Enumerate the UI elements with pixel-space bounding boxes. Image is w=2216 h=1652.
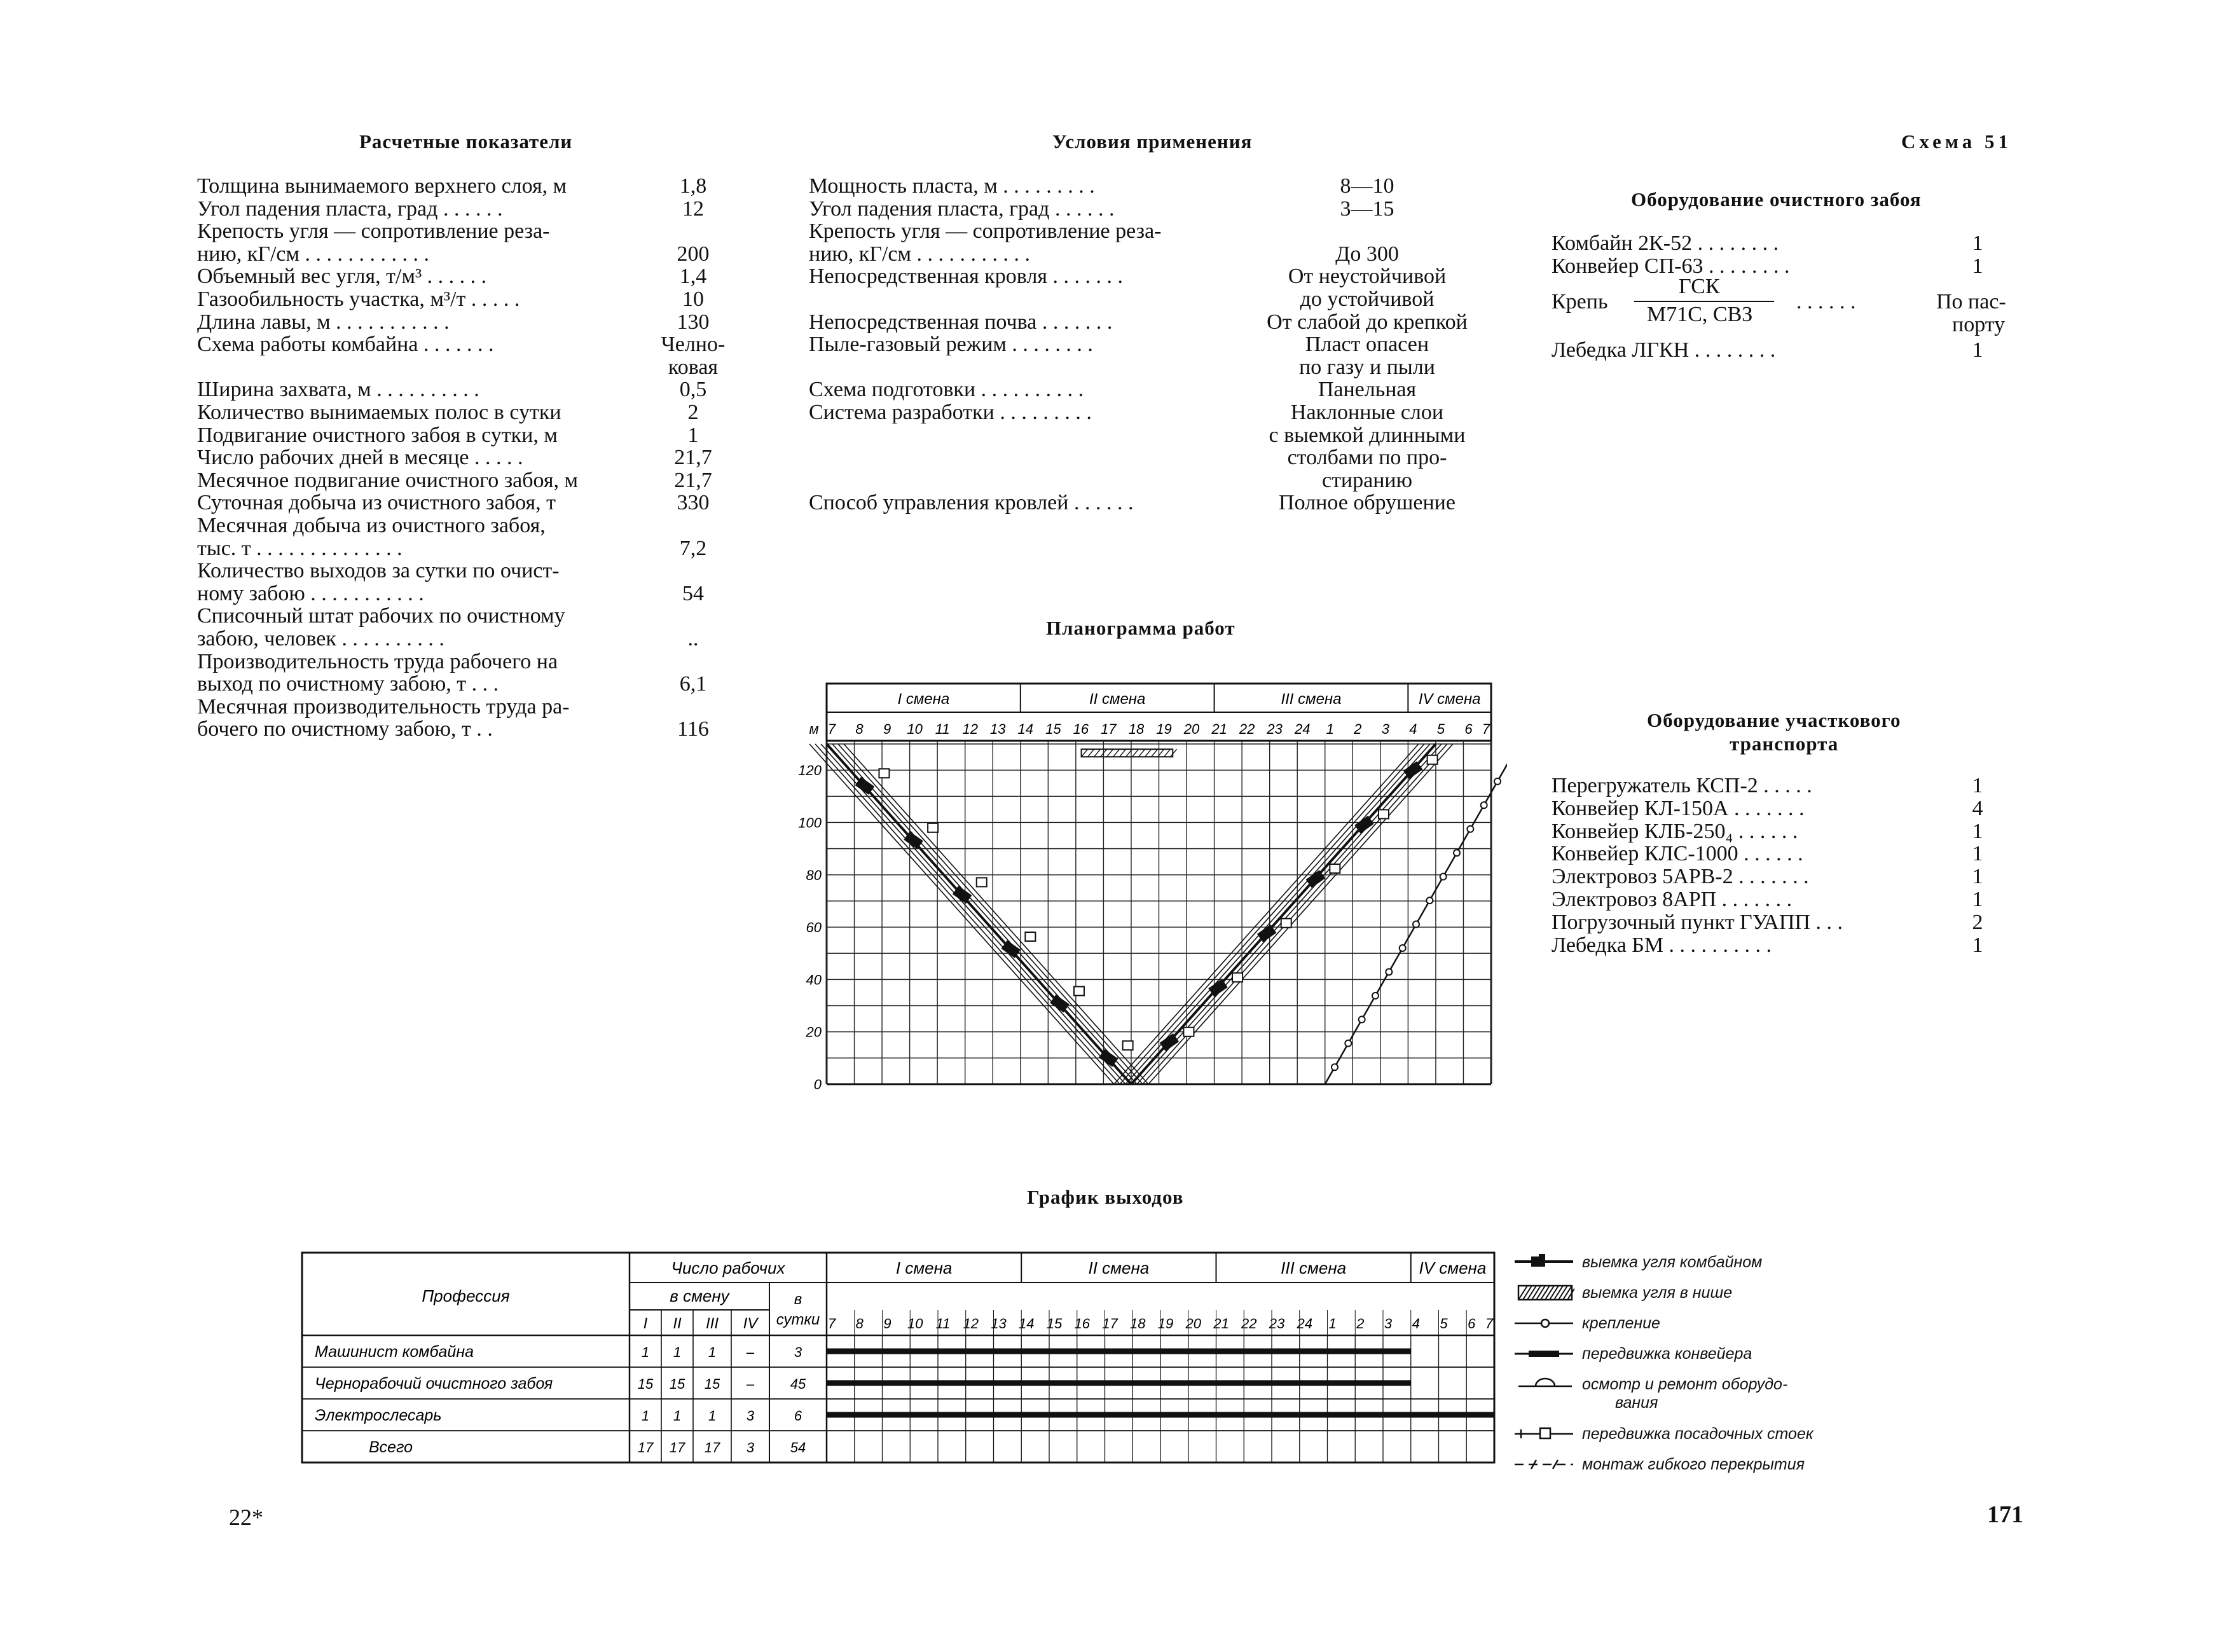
transport-row-label: Электровоз 5АРВ-2 . . . . . . . (1552, 865, 1809, 889)
planogram-series-line (832, 744, 1137, 1084)
schedule-profession-name: Электрослесарь (315, 1407, 442, 1424)
schedule-shift-count: 1 (673, 1408, 682, 1424)
planogram-repair-mark (1183, 1028, 1194, 1036)
schedule-hour-label: 21 (1213, 1316, 1229, 1332)
schedule-shift-count: 1 (673, 1344, 682, 1360)
schedule-shift-count: 15 (669, 1376, 685, 1392)
transport-row-value: 2 (1972, 910, 1983, 934)
condition-row-value: стиранию (1321, 468, 1413, 492)
schedule-hour-label: 3 (1384, 1316, 1393, 1332)
planogram-hour-label: 13 (990, 721, 1006, 737)
planogram-hour-label: 15 (1045, 721, 1061, 737)
planogram-niche-hatch (1139, 749, 1145, 757)
schedule-shift-count: 3 (746, 1408, 755, 1424)
planogram-hour-label: 11 (935, 721, 950, 737)
krep-numerator: ГСК (1679, 275, 1720, 298)
calc-row-label: Число рабочих дней в месяце . . . . . (197, 446, 523, 470)
schedule-hour-label: 2 (1356, 1316, 1365, 1332)
calc-row-label: Списочный штат рабочих по очистному (197, 605, 565, 628)
planogram-niche-hatch (1152, 749, 1158, 757)
calc-row-label: Месячное подвигание очистного забоя, м (197, 469, 579, 492)
schedule-shift-count: 3 (746, 1440, 755, 1456)
planogram-series-line (821, 744, 1125, 1084)
calc-row-label: Месячная добыча из очистного забоя, (197, 514, 546, 537)
schedule-day-count: 3 (794, 1344, 802, 1360)
planogram-hour-label: 7 (1482, 721, 1490, 737)
planogram-support-mark (1400, 945, 1406, 951)
planogram-hour-label: 14 (1017, 721, 1034, 737)
schedule-hour-label: 20 (1185, 1316, 1201, 1332)
calc-row-label: Подвигание очистного забоя в сутки, м (197, 423, 558, 447)
niche-hatch-icon (1513, 1283, 1574, 1302)
schedule-workers-header: Число рабочих (671, 1258, 785, 1277)
condition-row-label: Система разработки . . . . . . . . . (809, 401, 1092, 424)
planogram-shift-label: III смена (1281, 691, 1342, 708)
schedule-profession-name: Чернорабочий очистного забоя (315, 1375, 553, 1393)
legend-item (1513, 1253, 1762, 1272)
calc-row-value: 10 (682, 287, 704, 311)
transport-title-2: транспорта (1730, 733, 1839, 755)
planogram-support-mark (1345, 1040, 1351, 1047)
planogram-repair-mark (928, 823, 938, 832)
planogram-chart (795, 680, 1507, 1094)
legend-label: выемка угля комбайном (1582, 1253, 1763, 1271)
schedule-shift-count: 1 (708, 1344, 717, 1360)
calc-row-value: Челно- (661, 333, 726, 357)
transport-row-label: Погрузочный пункт ГУАПП . . . (1552, 911, 1843, 934)
calc-row-label: Объемный вес угля, т/м³ . . . . . . (197, 265, 487, 289)
planogram-niche-hatch (1094, 749, 1101, 757)
planogram-repair-mark (1123, 1041, 1133, 1050)
transport-title-1: Оборудование участкового (1647, 709, 1901, 731)
schedule-shift-count: – (746, 1344, 755, 1360)
legend-label: крепление (1582, 1314, 1660, 1332)
planogram-y-tick: 40 (806, 972, 822, 988)
schedule-shift-count: 17 (637, 1440, 654, 1456)
schedule-hour-label: 10 (907, 1316, 923, 1332)
planogram-series-line (1125, 744, 1430, 1084)
calc-row-value: 21,7 (674, 468, 712, 492)
calc-row-value: 21,7 (674, 446, 712, 470)
planogram-niche-hatch (1171, 749, 1177, 757)
conveyor-move-icon (1513, 1344, 1574, 1363)
schedule-shift-count: 1 (641, 1408, 650, 1424)
transport-row-label: Конвейер КЛ-150А . . . . . . . (1552, 797, 1805, 820)
transport-row-value: 1 (1972, 865, 1983, 889)
schedule-shift-label: II смена (1088, 1258, 1150, 1277)
planogram-repair-mark (879, 769, 889, 778)
schedule-hour-label: 11 (935, 1316, 951, 1332)
calc-row-label: Угол падения пласта, град . . . . . . (197, 197, 503, 221)
planogram-series-line (1120, 744, 1424, 1084)
planogram-hour-label: 19 (1156, 721, 1172, 737)
condition-row-value: От слабой до крепкой (1267, 310, 1468, 334)
planogram-hour-label: 24 (1294, 721, 1311, 737)
schedule-hour-label: 18 (1130, 1316, 1146, 1332)
planogram-series-line (838, 744, 1143, 1084)
schedule-hour-label: 24 (1297, 1316, 1312, 1332)
schedule-shift-count: 17 (704, 1440, 720, 1456)
planogram-hour-label: 8 (855, 721, 864, 737)
planogram-y-tick: 120 (798, 762, 822, 779)
schedule-shift-label: IV смена (1419, 1258, 1487, 1277)
planogram-series-line (809, 744, 1114, 1084)
legend-item (1615, 1394, 1658, 1412)
schedule-hour-label: 4 (1412, 1316, 1420, 1332)
planogram-y-tick: 80 (806, 867, 822, 883)
page-signature: 22* (229, 1504, 263, 1530)
schedule-shift-label: I смена (895, 1258, 953, 1277)
planogram-series-line (1131, 744, 1436, 1084)
planogram-series-line (815, 744, 1120, 1084)
planogram-shift-label: IV смена (1418, 691, 1481, 708)
condition-row-label: Пыле-газовый режим . . . . . . . . (809, 333, 1093, 357)
calc-row-value: 130 (677, 310, 710, 334)
transport-row-label: Электровоз 8АРП . . . . . . . (1552, 888, 1793, 911)
scheme-number: Схема 51 (1901, 130, 2013, 153)
legend-item (1513, 1314, 1660, 1333)
schedule-profession-header: Профессия (422, 1286, 510, 1305)
calc-row-value: 2 (687, 401, 699, 424)
calc-row-label: выход по очистному забою, т . . . (197, 673, 499, 696)
calc-row-label: Количество выходов за сутки по очист- (197, 560, 560, 583)
schedule-day-count: 6 (794, 1408, 802, 1424)
transport-row-label: Перегружатель КСП-2 . . . . . (1552, 774, 1812, 797)
calc-row-label: ному забою . . . . . . . . . . . (197, 582, 424, 605)
planogram-repair-mark (1330, 864, 1340, 873)
condition-row-value: До 300 (1335, 242, 1399, 266)
schedule-hour-label: 17 (1102, 1316, 1118, 1332)
krep-denominator: М71С, СВЗ (1647, 303, 1753, 326)
planogram-hour-label: 21 (1211, 721, 1227, 737)
transport-row-label: Лебедка БМ . . . . . . . . . . (1552, 933, 1772, 957)
legend-item (1513, 1344, 1752, 1363)
planogram-support-mark (1467, 826, 1473, 832)
condition-row-label: Способ управления кровлей . . . . . . (809, 492, 1134, 515)
planogram-series-line (1137, 744, 1442, 1084)
calc-row-label: Толщина вынимаемого верхнего слоя, м (197, 175, 567, 198)
schedule-hour-label: 7 (1485, 1316, 1494, 1332)
krep-fraction-line (1634, 301, 1774, 302)
planogram-support-mark (1386, 968, 1392, 975)
planogram-repair-mark (1379, 809, 1389, 818)
schedule-hour-label: 7 (827, 1316, 836, 1332)
planogram-hour-label: 3 (1381, 721, 1389, 737)
schedule-shift-count: 15 (704, 1376, 720, 1392)
planogram-support-mark (1413, 921, 1419, 928)
calc-row-label: Схема работы комбайна . . . . . . . (197, 333, 494, 357)
planogram-hour-label: 1 (1326, 721, 1334, 737)
planogram-repair-mark (1428, 755, 1438, 764)
condition-row-label: Схема подготовки . . . . . . . . . . (809, 378, 1084, 402)
planogram-repair-mark (977, 878, 987, 886)
calc-row-value: 1 (687, 423, 699, 447)
krep-label: Крепь (1552, 290, 1608, 313)
equipment-row-value: 1 (1972, 338, 1983, 362)
equipment-row-value: 1 (1972, 254, 1983, 278)
legend-item (1513, 1375, 1787, 1394)
planogram-hour-label: 2 (1354, 721, 1362, 737)
schedule-per-shift-header: в смену (670, 1286, 729, 1305)
calc-title: Расчетные показатели (359, 130, 573, 153)
schedule-hour-label: 8 (855, 1316, 864, 1332)
legend-label: выемка угля в нише (1582, 1283, 1733, 1302)
schedule-hour-label: 23 (1269, 1316, 1285, 1332)
condition-row-value: Наклонные слои (1290, 401, 1444, 424)
planogram-support-mark (1359, 1016, 1365, 1022)
calc-row-value: .. (687, 627, 699, 650)
transport-row-value: 4 (1972, 796, 1983, 820)
schedule-hour-label: 5 (1440, 1316, 1448, 1332)
legend-label: вания (1615, 1394, 1658, 1412)
condition-row-value: 8—10 (1340, 174, 1394, 198)
condition-row-value: Панельная (1318, 378, 1417, 402)
schedule-day-count: 54 (790, 1440, 806, 1456)
schedule-hour-label: 16 (1074, 1316, 1090, 1332)
calc-row-label: бочего по очистному забою, т . . (197, 718, 493, 741)
schedule-hour-label: 9 (883, 1316, 891, 1332)
schedule-hour-label: 12 (963, 1316, 979, 1332)
planogram-hour-label: 12 (962, 721, 978, 737)
calc-row-value: 1,4 (679, 265, 707, 289)
calc-row-label: Длина лавы, м . . . . . . . . . . . (197, 310, 450, 334)
calc-row-value: ковая (668, 355, 719, 379)
transport-row-value: 1 (1972, 933, 1983, 957)
schedule-day-count: 45 (790, 1376, 806, 1392)
schedule-title: График выходов (1027, 1186, 1184, 1208)
calc-row-label: Крепость угля — сопротивление реза- (197, 220, 550, 244)
planogram-support-mark (1332, 1064, 1338, 1070)
schedule-profession-name: Всего (369, 1438, 413, 1456)
schedule-hour-label: 1 (1328, 1316, 1337, 1332)
schedule-shift-number: II (673, 1315, 682, 1332)
schedule-profession-name: Машинист комбайна (315, 1343, 474, 1361)
schedule-hour-label: 13 (991, 1316, 1007, 1332)
calc-row-label: Газообильность участка, м³/т . . . . . (197, 288, 520, 311)
equipment-row-label: Конвейер СП-63 . . . . . . . . (1552, 255, 1790, 278)
planogram-shift-label: I смена (897, 691, 950, 708)
conditions-title: Условия применения (1052, 130, 1253, 153)
schedule-per-day-header: в (794, 1291, 802, 1308)
combine-icon (1513, 1253, 1574, 1272)
transport-row-label: Конвейер КЛБ-250₄ . . . . . . (1552, 820, 1798, 843)
planogram-support-mark (1440, 874, 1447, 880)
planogram-y-tick: 20 (806, 1024, 822, 1040)
planogram-niche-hatch (1113, 749, 1120, 757)
calc-row-label: Ширина захвата, м . . . . . . . . . . (197, 378, 479, 402)
transport-row-value: 1 (1972, 819, 1983, 843)
planogram-hour-label: 16 (1073, 721, 1089, 737)
calc-row-label: Количество вынимаемых полос в сутки (197, 401, 561, 424)
calc-row-value: 6,1 (679, 672, 707, 696)
calc-row-label: забою, человек . . . . . . . . . . (197, 628, 444, 650)
planogram-series-line (827, 744, 1131, 1084)
planogram-series-line (844, 744, 1148, 1084)
legend-label: передвижка посадочных стоек (1582, 1424, 1813, 1443)
planogram-support-mark (1426, 897, 1433, 904)
calc-row-value: 1,8 (679, 174, 707, 198)
props-icon (1513, 1424, 1574, 1443)
planogram-hour-label: 18 (1128, 721, 1145, 737)
condition-row-label: нию, кГ/см . . . . . . . . . . . (809, 242, 1031, 266)
mount-icon (1513, 1455, 1574, 1474)
schedule-hour-label: 15 (1046, 1316, 1063, 1332)
planogram-niche-hatch (1107, 749, 1113, 757)
condition-row-value: От неустойчивой (1288, 265, 1447, 289)
legend-label: передвижка конвейера (1582, 1344, 1752, 1363)
condition-row-label: Мощность пласта, м . . . . . . . . . (809, 175, 1095, 198)
legend-item (1513, 1283, 1732, 1302)
equipment-row-label: Лебедка ЛГКН . . . . . . . . (1552, 339, 1776, 362)
schedule-shift-count: 15 (637, 1376, 654, 1392)
planogram-hour-label: 9 (883, 721, 891, 737)
condition-row-label: Крепость угля — сопротивление реза- (809, 220, 1162, 244)
schedule-shift-count: – (746, 1376, 755, 1392)
schedule-hour-label: 14 (1019, 1316, 1035, 1332)
planogram-niche-hatch (1145, 749, 1152, 757)
planogram-repair-mark (1074, 987, 1084, 996)
calc-row-value: 54 (682, 581, 704, 605)
planogram-hour-label: 4 (1409, 721, 1417, 737)
calc-row-label: тыс. т . . . . . . . . . . . . . . (197, 537, 403, 560)
equipment-row-label: Комбайн 2К-52 . . . . . . . . (1552, 232, 1779, 255)
planogram-niche-hatch (1088, 749, 1094, 757)
schedule-shift-count: 1 (708, 1408, 717, 1424)
planogram-repair-mark (1025, 932, 1035, 941)
calc-row-value: 116 (677, 717, 709, 741)
krep-value-2: порту (1952, 313, 2006, 336)
condition-row-value: до устойчивой (1300, 287, 1435, 311)
planogram-title: Планограмма работ (1046, 617, 1235, 639)
transport-row-value: 1 (1972, 888, 1983, 911)
planogram-hour-label: 20 (1183, 721, 1200, 737)
schedule-shift-label: III смена (1281, 1258, 1347, 1277)
legend-item (1513, 1424, 1813, 1443)
planogram-hour-label: 5 (1436, 721, 1445, 737)
planogram-support-mark (1372, 993, 1379, 999)
condition-row-value: Пласт опасен (1305, 333, 1429, 357)
planogram-niche-hatch (1132, 749, 1139, 757)
planogram-support-mark (1481, 802, 1487, 808)
schedule-shift-number: III (705, 1315, 719, 1332)
planogram-hour-label: 10 (907, 721, 923, 737)
planogram-support-mark (1454, 850, 1460, 856)
planogram-repair-mark (1232, 973, 1242, 982)
calc-row-value: 7,2 (679, 536, 707, 560)
condition-row-value: по газу и пыли (1299, 355, 1435, 379)
schedule-shift-number: IV (743, 1315, 758, 1332)
condition-row-value: столбами по про- (1287, 446, 1447, 470)
schedule-shift-count: 17 (669, 1440, 685, 1456)
planogram-series-line (1114, 744, 1419, 1084)
equipment-title: Оборудование очистного забоя (1631, 188, 1922, 210)
planogram-y-tick: 60 (806, 919, 822, 936)
schedule-hour-label: 22 (1241, 1316, 1257, 1332)
planogram-support-mark (1494, 778, 1501, 785)
calc-row-value: 0,5 (679, 378, 707, 402)
planogram-niche-hatch (1120, 749, 1126, 757)
planogram-hour-label: 6 (1464, 721, 1473, 737)
condition-row-value: 3—15 (1340, 196, 1394, 221)
schedule-shift-number: I (643, 1315, 648, 1332)
schedule-hour-label: 19 (1157, 1316, 1174, 1332)
calc-row-label: Производительность труда рабочего на (197, 650, 558, 673)
planogram-hour-label: 17 (1101, 721, 1117, 737)
schedule-shift-count: 1 (641, 1344, 650, 1360)
transport-row-value: 1 (1972, 774, 1983, 797)
legend-label: монтаж гибкого перекрытия (1582, 1455, 1805, 1473)
condition-row-value: с выемкой длинными (1269, 423, 1466, 447)
support-icon (1513, 1314, 1574, 1333)
calc-row-value: 200 (677, 242, 710, 266)
planogram-repair-mark (1281, 919, 1291, 928)
planogram-y-tick: 100 (798, 815, 822, 831)
krep-dots: . . . . . . (1796, 290, 1856, 313)
schedule-table (299, 1249, 1501, 1472)
planogram-niche-hatch (1082, 749, 1088, 757)
calc-row-value: 330 (677, 491, 710, 515)
calc-row-value: 12 (682, 196, 704, 221)
planogram-y-unit: м (809, 721, 819, 737)
planogram-y-tick: 0 (813, 1077, 822, 1092)
legend-item (1513, 1455, 1805, 1474)
condition-row-label: Угол падения пласта, град . . . . . . (809, 197, 1115, 221)
planogram-hour-label: 7 (827, 721, 836, 737)
legend-label: осмотр и ремонт оборудо- (1582, 1375, 1788, 1393)
condition-row-label: Непосредственная кровля . . . . . . . (809, 265, 1123, 289)
page-number: 171 (1987, 1501, 2023, 1528)
condition-row-value: Полное обрушение (1279, 491, 1456, 515)
equipment-row-value: 1 (1972, 231, 1983, 255)
planogram-hour-label: 23 (1267, 721, 1283, 737)
schedule-per-day-header: сутки (776, 1311, 820, 1328)
condition-row-label: Непосредственная почва . . . . . . . (809, 310, 1113, 334)
transport-row-value: 1 (1972, 842, 1983, 866)
planogram-niche-hatch (1164, 749, 1171, 757)
calc-row-label: Месячная производительность труда ра- (197, 695, 570, 719)
repair-icon (1513, 1375, 1574, 1394)
planogram-hour-label: 22 (1239, 721, 1255, 737)
calc-row-label: Суточная добыча из очистного забоя, т (197, 492, 556, 515)
krep-value-1: По пас- (1936, 290, 2006, 313)
planogram-shift-label: II смена (1089, 691, 1146, 708)
transport-row-label: Конвейер КЛС-1000 . . . . . . (1552, 843, 1803, 866)
calc-row-label: нию, кГ/см . . . . . . . . . . . . (197, 242, 430, 266)
schedule-hour-label: 6 (1468, 1316, 1476, 1332)
